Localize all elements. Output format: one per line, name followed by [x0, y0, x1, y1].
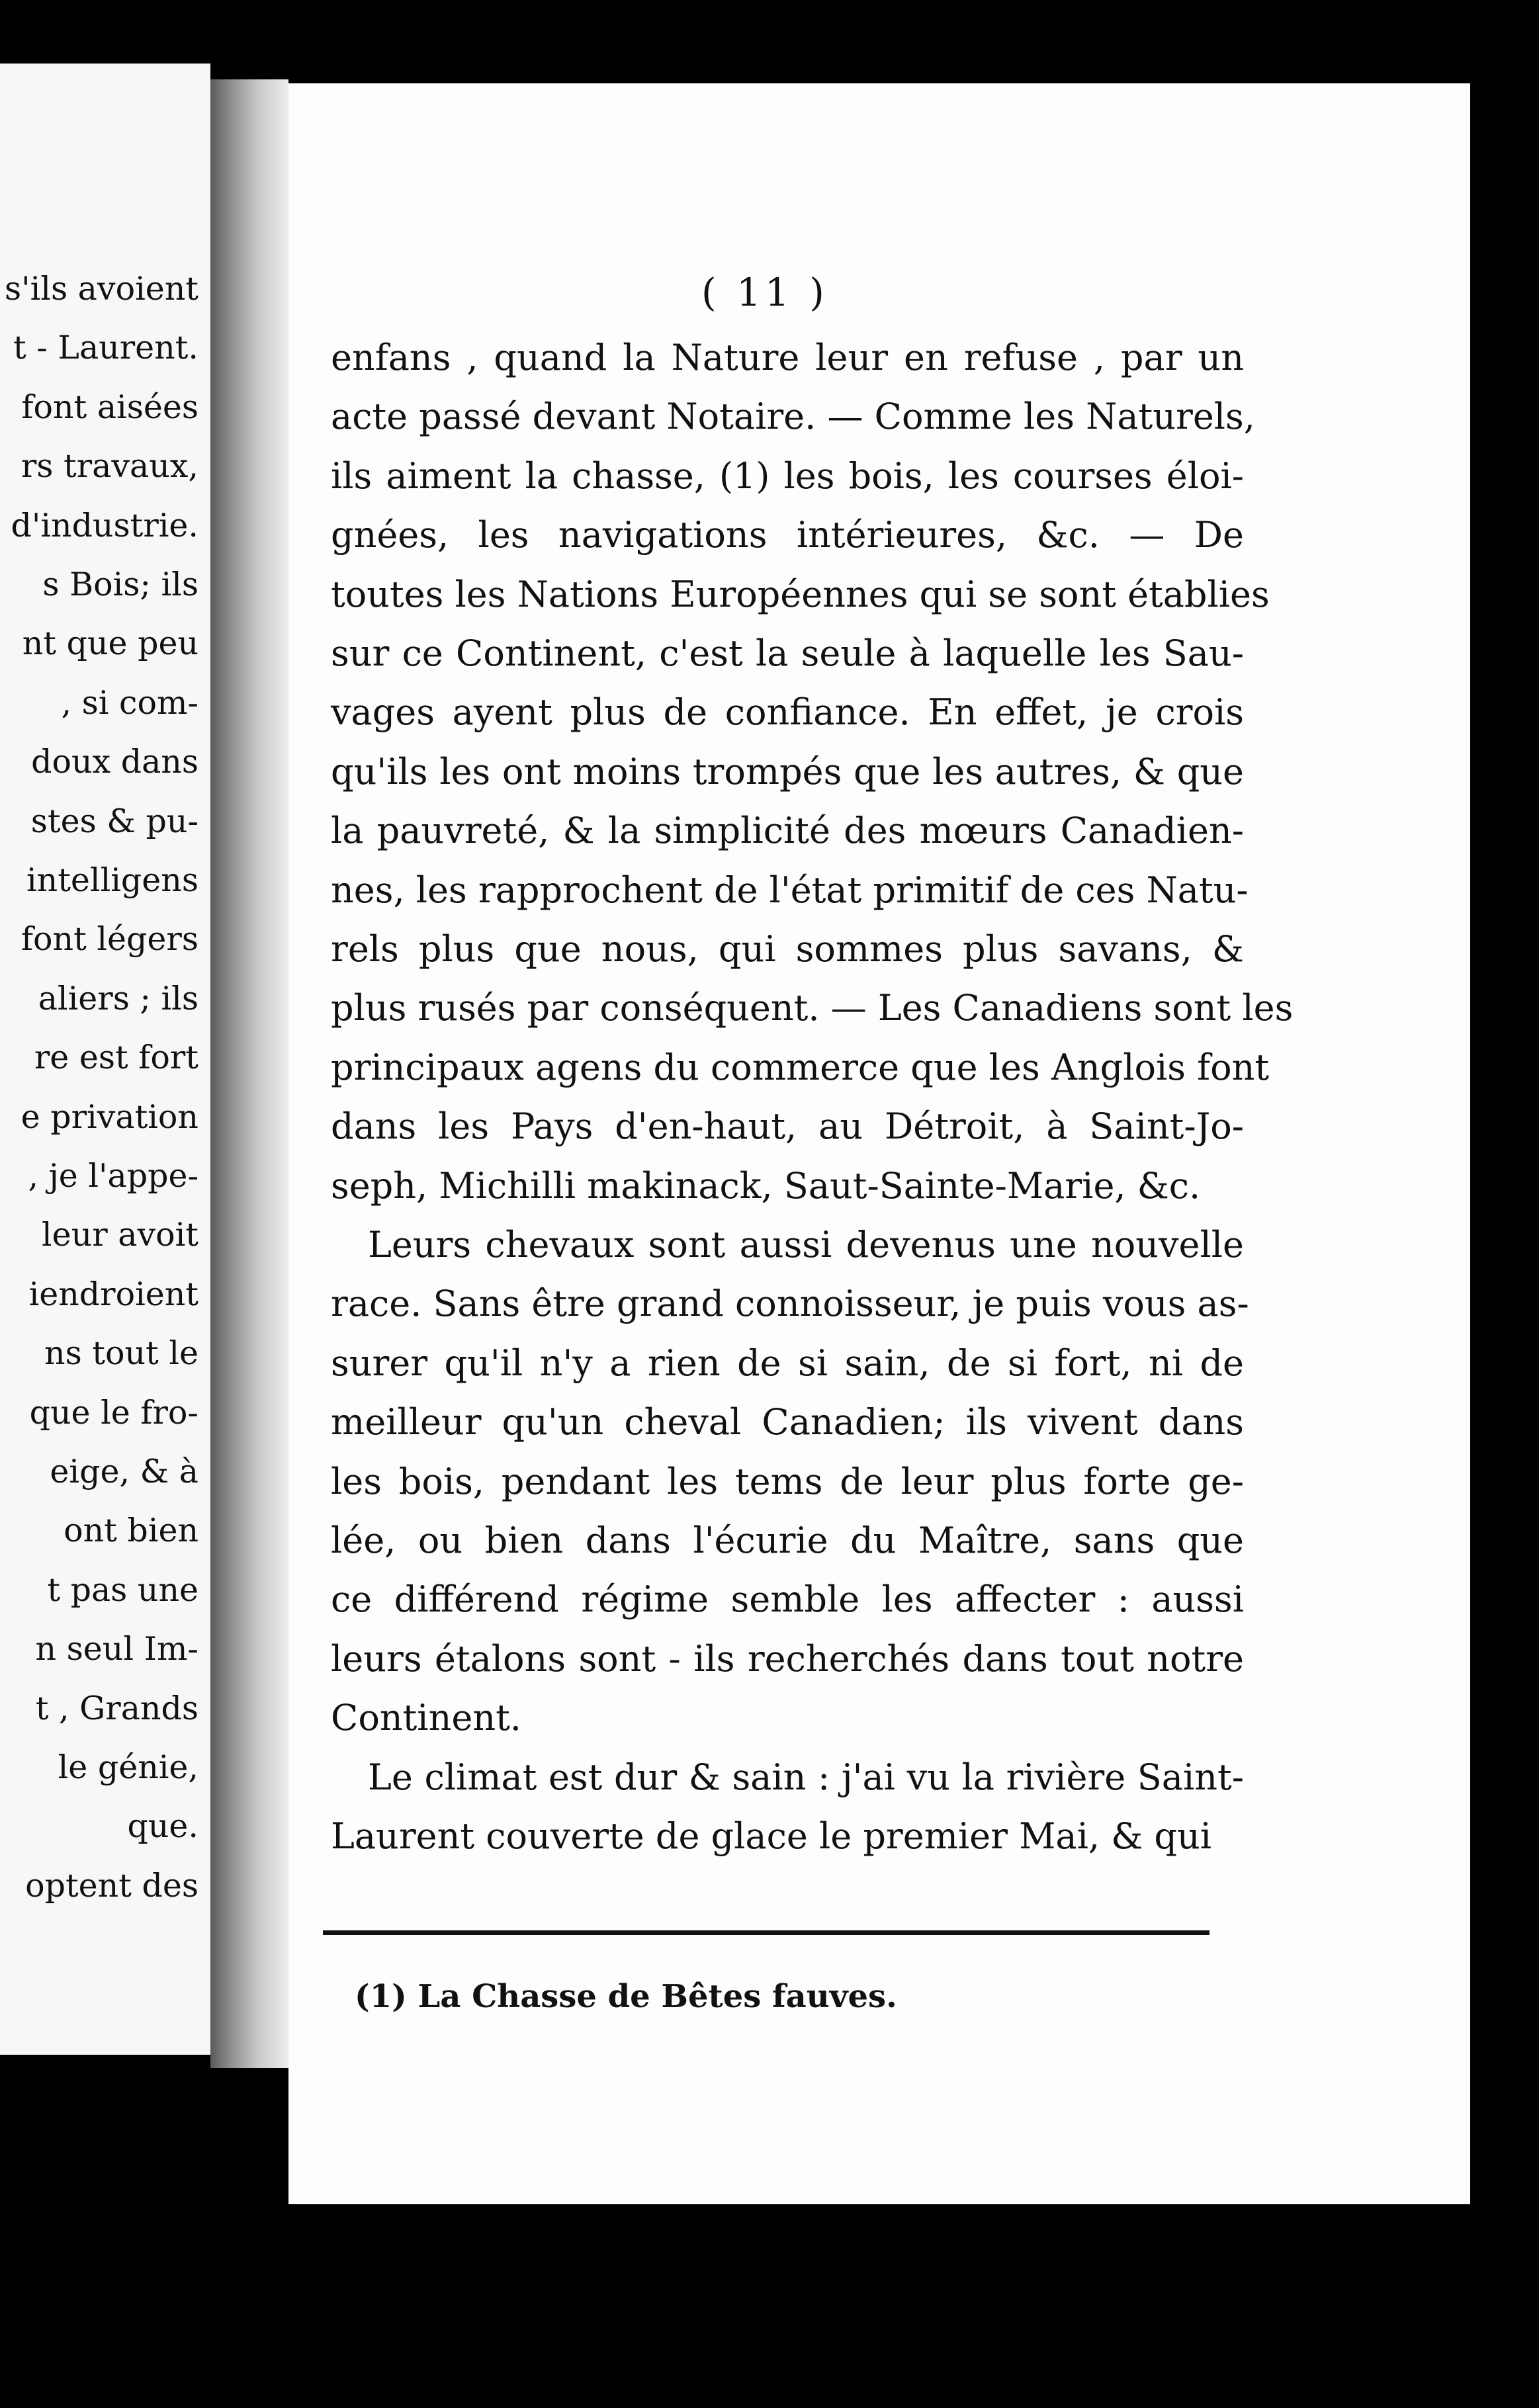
- facing-page-line: nt que peu: [22, 624, 198, 663]
- facing-page-line: font aisées: [21, 388, 198, 426]
- facing-page-line: font légers: [21, 920, 198, 959]
- facing-page-line: leur avoit: [42, 1216, 198, 1254]
- facing-page-line: , si com-: [61, 683, 198, 722]
- text-line: vages ayent plus de confiance. En effet, je crois: [331, 691, 1244, 734]
- facing-page-line: t , Grands: [35, 1689, 198, 1727]
- text-line: Continent.: [331, 1697, 521, 1739]
- page-number: ( 11 ): [701, 270, 828, 315]
- facing-page-line: t pas une: [47, 1570, 198, 1609]
- facing-page-line: iendroient: [28, 1275, 198, 1313]
- facing-page-line: re est fort: [34, 1039, 198, 1077]
- facing-page-line: , je l'appe-: [28, 1157, 198, 1195]
- text-line: principaux agens du commerce que les Anglois font: [331, 1046, 1270, 1088]
- text-line: ce différend régime semble les affecter : aussi: [331, 1578, 1244, 1621]
- facing-page-line: s Bois; ils: [42, 566, 198, 603]
- text-line: rels plus que nous, qui sommes plus savans, &: [331, 928, 1244, 970]
- text-line: la pauvreté, & la simplicité des mœurs Canadien-: [331, 810, 1244, 852]
- facing-page-line: intelligens: [26, 861, 198, 899]
- text-line: leurs étalons sont - ils recherchés dans tout notre: [331, 1637, 1244, 1680]
- facing-page-line: ns tout le: [44, 1334, 198, 1373]
- text-line: race. Sans être grand connoisseur, je puis vous as-: [331, 1283, 1249, 1325]
- text-line: ils aiment la chasse, (1) les bois, les courses éloi-: [331, 454, 1244, 497]
- facing-page-line: optent des: [25, 1866, 198, 1905]
- text-line: meilleur qu'un cheval Canadien; ils vivent dans: [331, 1401, 1244, 1443]
- footnote: (1) La Chasse de Bêtes fauves.: [355, 1978, 897, 2015]
- text-line: qu'ils les ont moins trompés que les autres, & que: [331, 750, 1244, 793]
- text-line: lée, ou bien dans l'écurie du Maître, sans que: [331, 1520, 1244, 1561]
- text-line: dans les Pays d'en-haut, au Détroit, à Saint-Jo-: [331, 1105, 1244, 1148]
- text-line: nes, les rapprochent de l'état primitif de ces Natu-: [331, 869, 1249, 911]
- facing-page-line: rs travaux,: [21, 447, 198, 486]
- facing-page-line: aliers ; ils: [38, 979, 198, 1017]
- book-gutter-shadow: [210, 79, 288, 2068]
- text-line: surer qu'il n'y a rien de si sain, de si fort, ni de: [331, 1342, 1244, 1384]
- facing-page-line: n seul Im-: [35, 1630, 198, 1668]
- facing-page-line: d'industrie.: [11, 506, 198, 544]
- text-line: acte passé devant Notaire. — Comme les Naturels,: [331, 396, 1255, 438]
- text-line: gnées, les navigations intérieures, &c. — De: [331, 514, 1244, 556]
- text-line: seph, Michilli makinack, Saut-Sainte-Marie, &c.: [331, 1164, 1201, 1207]
- text-line: enfans , quand la Nature leur en refuse , par un: [331, 337, 1244, 378]
- facing-page-line: t - Laurent.: [13, 329, 198, 367]
- facing-page-line: le génie,: [58, 1748, 198, 1786]
- footnote-rule: [323, 1930, 1209, 1935]
- facing-page-line: s'ils avoient: [5, 270, 198, 308]
- text-line: sur ce Continent, c'est la seule à laquelle les Sau-: [331, 632, 1244, 674]
- facing-page-line: e privation: [21, 1097, 198, 1136]
- facing-page-fragment: [0, 64, 210, 2055]
- facing-page-line: stes & pu-: [30, 802, 198, 840]
- text-line: les bois, pendant les tems de leur plus forte ge-: [331, 1460, 1244, 1502]
- facing-page-line: que le fro-: [29, 1393, 198, 1432]
- text-line: Le climat est dur & sain : j'ai vu la rivière Saint-: [368, 1756, 1244, 1798]
- facing-page-line: ont bien: [64, 1512, 198, 1550]
- text-line: toutes les Nations Européennes qui se sont établies: [331, 573, 1270, 615]
- text-line: Laurent couverte de glace le premier Mai, & qui: [331, 1815, 1212, 1857]
- facing-page-line: doux dans: [31, 743, 198, 781]
- text-line: Leurs chevaux sont aussi devenus une nouvelle: [368, 1224, 1244, 1266]
- text-line: plus rusés par conséquent. — Les Canadiens sont les: [331, 987, 1294, 1029]
- facing-page-line: eige, & à: [50, 1453, 198, 1490]
- facing-page-line: que.: [127, 1807, 198, 1846]
